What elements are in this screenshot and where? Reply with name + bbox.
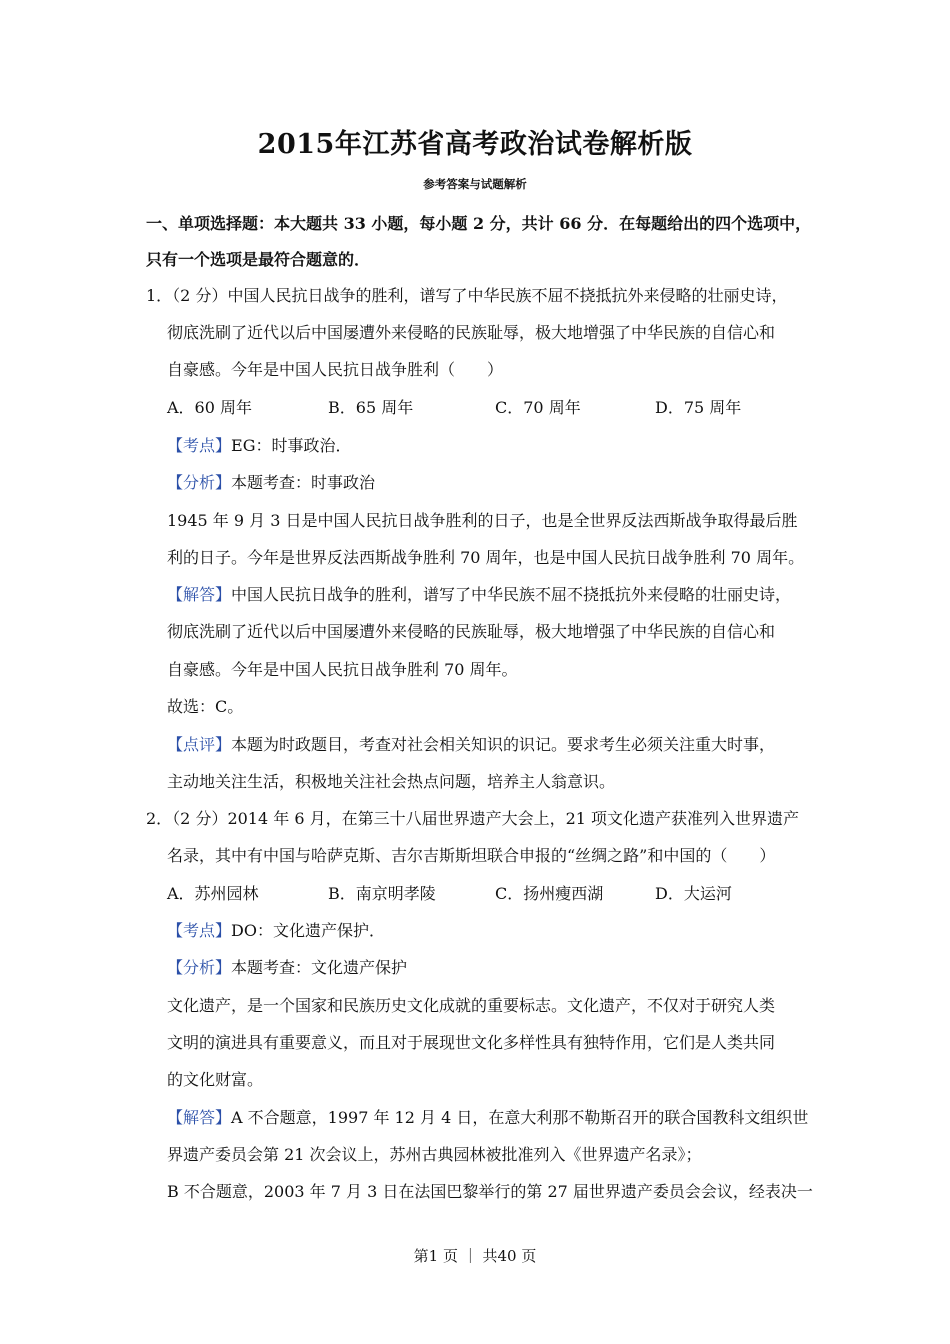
q1-jieda-line3: 自豪感。今年是中国人民抗日战争胜利 70 周年。 [167,660,518,679]
q2-stem-line2: 名录，其中有中国与哈萨克斯、吉尔吉斯斯坦联合申报的“丝绸之路”和中国的（ ） [167,846,776,865]
q2-fenxi [167,958,407,978]
q2-fenxi-line3: 文明的演进具有重要意义，而且对于展现世文化多样性具有独特作用，它们是人类共同 [167,1033,776,1052]
q2-fenxi-tag: 【分析】 [167,958,232,977]
q2-jieda-line2: 界遗产委员会第 21 次会议上，苏州古典园林被批准列入《世界遗产名录》； [167,1145,702,1164]
q2-kaodian-text: DO：文化遗产保护． [231,921,385,940]
page-title: 2015年江苏省高考政治试卷解析版 [257,129,693,160]
q2-stem-line1: 2．（2 分）2014 年 6 月，在第三十八届世界遗产大会上，21 项文化遗产获准列入世界遗产 [146,809,800,828]
q2-fenxi-text: 本题考查：文化遗产保护 [231,958,408,977]
q1-jieda-tag: 【解答】 [167,585,232,604]
q1-stem-line2: 彻底洗刷了近代以后中国屡遭外来侵略的民族耻辱，极大地增强了中华民族的自信心和 [167,323,776,342]
q2-kaodian [167,921,385,941]
q1-stem-line1: 1．（2 分）中国人民抗日战争的胜利，谱写了中华民族不屈不挠抵抗外来侵略的壮丽史诗， [146,286,788,305]
q1-option-a: A．60 周年 [167,398,253,417]
q1-kaodian [167,436,351,456]
page-subtitle: 参考答案与试题解析 [423,177,527,191]
q1-dianping-text: 本题为时政题目，考查对社会相关知识的识记。要求考生必须关注重大时事， [231,735,776,754]
q1-jieda-text: 中国人民抗日战争的胜利，谱写了中华民族不屈不挠抵抗外来侵略的壮丽史诗， [231,585,792,604]
q2-jieda-line3: B 不合题意，2003 年 7 月 3 日在法国巴黎举行的第 27 届世界遗产委员会会议，经表决一 [167,1182,813,1201]
q2-jieda-text: A 不合题意，1997 年 12 月 4 日，在意大利那不勒斯召开的联合国教科文组织世 [231,1108,809,1127]
q1-option-c: C．70 周年 [495,398,581,417]
q1-jieda [167,585,791,605]
q1-fenxi-line3: 利的日子。今年是世界反法西斯战争胜利 70 周年，也是中国人民抗日战争胜利 70 周年。 [167,548,805,567]
q2-option-b: B．南京明孝陵 [328,884,436,903]
q1-stem-line3: 自豪感。今年是中国人民抗日战争胜利（ ） [167,360,504,379]
q1-fenxi-text: 本题考查：时事政治 [231,473,376,492]
section-heading-line1: 一、单项选择题：本大题共 33 小题，每小题 2 分，共计 66 分．在每题给出的四个选项中， [146,214,812,233]
q1-option-d: D．75 周年 [655,398,742,417]
q2-jieda-tag: 【解答】 [167,1108,232,1127]
q1-dianping-tag: 【点评】 [167,735,232,754]
q1-fenxi-tag: 【分析】 [167,473,232,492]
q1-kaodian-text: EG：时事政治． [231,436,352,455]
q2-fenxi-line2: 文化遗产，是一个国家和民族历史文化成就的重要标志。文化遗产，不仅对于研究人类 [167,996,776,1015]
q2-kaodian-tag: 【考点】 [167,921,232,940]
q1-option-b: B．65 周年 [328,398,414,417]
q2-option-d: D．大运河 [655,884,732,903]
q2-jieda [167,1108,808,1128]
q1-fenxi-line2: 1945 年 9 月 3 日是中国人民抗日战争胜利的日子，也是全世界反法西斯战争取得最后胜 [167,511,798,530]
q2-option-c: C．扬州瘦西湖 [495,884,604,903]
q2-option-a: A．苏州园林 [167,884,259,903]
q1-jieda-line2: 彻底洗刷了近代以后中国屡遭外来侵略的民族耻辱，极大地增强了中华民族的自信心和 [167,622,776,641]
q1-fenxi [167,473,375,493]
q1-kaodian-tag: 【考点】 [167,436,232,455]
section-heading-line2: 只有一个选项是最符合题意的． [146,250,371,269]
q1-dianping [167,735,775,755]
q1-answer: 故选：C。 [167,697,244,716]
page-footer: 第1 页 ｜ 共40 页 [413,1247,537,1265]
q2-fenxi-line4: 的文化财富。 [167,1070,264,1089]
q1-dianping-line2: 主动地关注生活，积极地关注社会热点问题，培养主人翁意识。 [167,772,616,791]
